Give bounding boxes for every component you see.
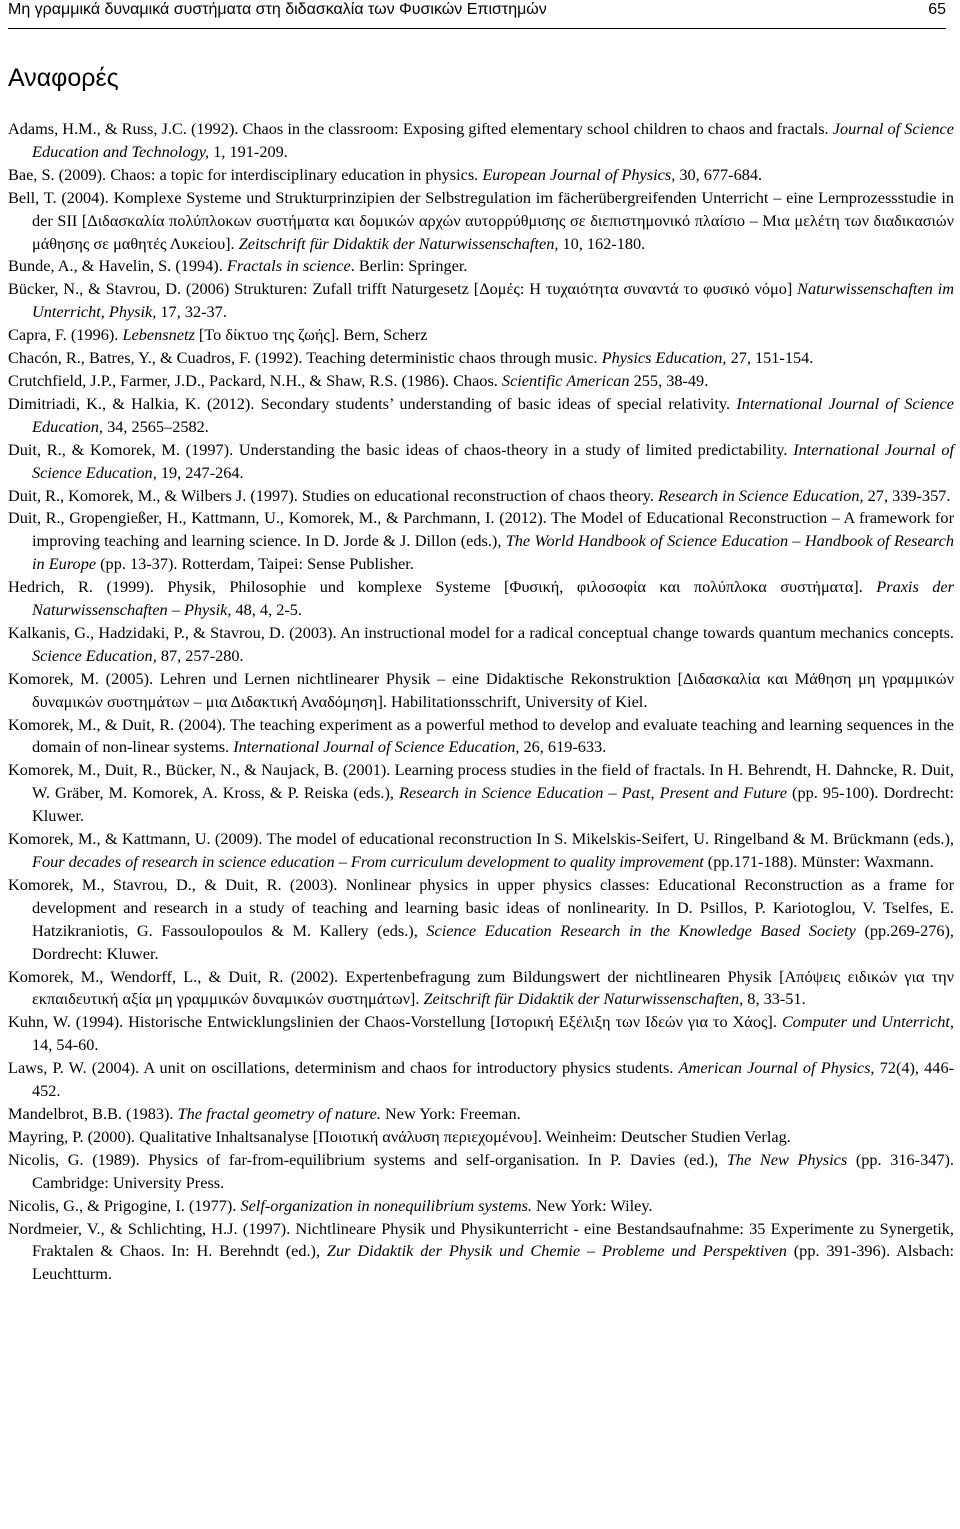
reference-entry bbox=[8, 576, 954, 622]
reference-entry bbox=[8, 393, 954, 439]
reference-entry bbox=[8, 1149, 954, 1195]
reference-text: Laws, P. W. (2004). A unit on oscillations, determinism and chaos for introductory physics students. bbox=[8, 1058, 679, 1078]
reference-text: (pp. 95-100). Dordrecht: Kluwer. bbox=[32, 783, 955, 826]
reference-entry bbox=[8, 1057, 954, 1103]
reference-source-title: Zur Didaktik der Physik und Chemie – Probleme und Perspektiven bbox=[326, 1241, 787, 1261]
reference-text: (pp.269-276), Dordrecht: Kluwer. bbox=[32, 920, 954, 963]
reference-text: Capra, F. (1996). bbox=[8, 325, 123, 345]
reference-text: Hedrich, R. (1999). Physik, Philosophie und komplexe Systeme [Φυσική, φιλοσοφία και πολύπλοκα συστήματα]. bbox=[8, 577, 877, 597]
reference-text: (pp. 391-396). Alsbach: Leuchtturm. bbox=[32, 1241, 954, 1284]
reference-text: 48, 4, 2-5. bbox=[231, 600, 302, 620]
reference-text: Chacón, R., Batres, Y., & Cuadros, F. (1992). Teaching deterministic chaos through music. bbox=[8, 348, 602, 368]
reference-text: Adams, H.M., & Russ, J.C. (1992). Chaos in the classroom: Exposing gifted elementary school children to chaos and fractals. bbox=[8, 119, 833, 138]
reference-source-title: Self-organization in nonequilibrium systems. bbox=[240, 1195, 532, 1215]
reference-text: Mandelbrot, B.B. (1983). bbox=[8, 1103, 178, 1123]
reference-source-title: Computer und Unterricht, bbox=[781, 1012, 954, 1032]
reference-text: New York: Freeman. bbox=[380, 1103, 521, 1123]
reference-text: Dimitriadi, K., & Halkia, K. (2012). Secondary students’ understanding of basic ideas of special relativity. bbox=[8, 393, 737, 413]
reference-text: 27, 151-154. bbox=[726, 348, 814, 368]
running-header bbox=[8, 0, 946, 29]
reference-source-title: Scientific American bbox=[501, 370, 630, 390]
reference-text: 87, 257-280. bbox=[156, 645, 244, 665]
reference-source-title: Zeitschrift für Didaktik der Naturwissenschaften, bbox=[238, 233, 559, 253]
reference-entry bbox=[8, 485, 954, 508]
reference-entry bbox=[8, 370, 954, 393]
reference-source-title: Science Education, bbox=[32, 645, 157, 665]
reference-source-title: The New Physics bbox=[726, 1149, 848, 1169]
reference-text: (pp. 316-347). Cambridge: University Press. bbox=[32, 1149, 954, 1192]
reference-entry bbox=[8, 255, 954, 278]
reference-text: 26, 619-633. bbox=[519, 737, 607, 757]
reference-text: Komorek, M., Stavrou, D., & Duit, R. (2003). Nonlinear physics in upper physics classes: Educational Reconstruction as a frame for development and research in a study of teaching and learning basic ideas of nonlinearity. In D. Psillos, P. Kariotoglou, V. Tselfes, E. Hatzikraniotis, G. Fassoulopoulos & M. Kallery (eds.), bbox=[8, 874, 954, 940]
reference-entry bbox=[8, 759, 954, 828]
reference-source-title: Zeitschrift für Didaktik der Naturwissenschaften, bbox=[423, 989, 744, 1009]
reference-text: Duit, R., & Komorek, M. (1997). Understanding the basic ideas of chaos-theory in a study of limited predictability. bbox=[8, 439, 794, 459]
reference-entry bbox=[8, 714, 954, 760]
reference-text: Mayring, P. (2000). Qualitative Inhaltsanalyse [Ποιοτική ανάλυση περιεχομένου]. Weinheim: Deutscher Studien Verlag. bbox=[8, 1126, 791, 1146]
reference-entry bbox=[8, 118, 954, 164]
reference-entry bbox=[8, 622, 954, 668]
page-number: 65 bbox=[928, 1, 946, 18]
reference-text: Bell, T. (2004). Komplexe Systeme und Strukturprinzipien der Selbstregulation im fächerübergreifenden Unterricht – eine Lernprozessstudie in der SII [Διδασκαλία πολύπλοκων συστήματα και δομικών αρχών αυτορρύθμισης σε διεπιστημονικό πλαίσιο – Μια μελέτη των διαδικασιών μάθησης σε μαθητές Λυκείου]. bbox=[8, 187, 954, 253]
reference-entry bbox=[8, 966, 954, 1012]
reference-source-title: Journal of Science Education and Technology, bbox=[32, 119, 954, 161]
reference-text: Duit, R., Gropengießer, H., Kattmann, U., Komorek, M., & Parchmann, I. (2012). The Model of Educational Reconstruction – A framework for improving teaching and learning science. In D. Jorde & J. Dillon (eds.), bbox=[8, 508, 954, 551]
reference-entry bbox=[8, 874, 954, 966]
reference-text: 19, 247-264. bbox=[156, 462, 244, 482]
reference-source-title: Naturwissenschaften im Unterricht, Physik, bbox=[32, 279, 954, 322]
reference-text: [Το δίκτυο της ζωής]. Bern, Scherz bbox=[194, 325, 428, 345]
reference-text: Komorek, M., & Kattmann, U. (2009). The model of educational reconstruction In S. Mikelskis-Seifert, U. Ringelband & M. Brückmann (eds.), bbox=[8, 829, 954, 849]
reference-entry bbox=[8, 1195, 954, 1218]
reference-text: Bae, S. (2009). Chaos: a topic for interdisciplinary education in physics. bbox=[8, 164, 483, 184]
reference-entry bbox=[8, 1103, 954, 1126]
reference-text: 255, 38-49. bbox=[629, 370, 709, 390]
reference-text: (pp. 13-37). Rotterdam, Taipei: Sense Publisher. bbox=[96, 554, 414, 574]
reference-entry bbox=[8, 187, 954, 256]
reference-text: Komorek, M., Duit, R., Bücker, N., & Naujack, B. (2001). Learning process studies in the field of fractals. In H. Behrendt, H. Dahncke, R. Duit, W. Gräber, M. Komorek, A. Kross, & P. Reiska (eds.), bbox=[8, 760, 954, 803]
reference-entry bbox=[8, 439, 954, 485]
section-heading: Αναφορές bbox=[8, 64, 119, 92]
reference-source-title: International Journal of Science Education, bbox=[32, 393, 954, 436]
reference-text: Kuhn, W. (1994). Historische Entwicklungslinien der Chaos-Vorstellung [Ιστορική Εξέλιξη των Ιδεών για το Χάος]. bbox=[8, 1012, 782, 1032]
reference-text: (pp.171-188). Münster: Waxmann. bbox=[703, 852, 934, 871]
reference-text: 30, 677-684. bbox=[675, 164, 763, 184]
reference-entry bbox=[8, 324, 954, 347]
reference-text: Komorek, M., & Duit, R. (2004). The teaching experiment as a powerful method to develop and evaluate teaching and learning sequences in the domain of non-linear systems. bbox=[8, 714, 954, 757]
reference-entry bbox=[8, 1218, 954, 1287]
reference-source-title: European Journal of Physics, bbox=[482, 164, 676, 184]
reference-text: 34, 2565–2582. bbox=[103, 416, 209, 436]
reference-text: Komorek, M., Wendorff, L., & Duit, R. (2002). Expertenbefragung zum Bildungswert der nichtlinearen Physik [Απόψεις ειδικών για την εκπαιδευτική αξία μη γραμμικών δυναμικών συστημάτων]. bbox=[8, 966, 954, 1009]
reference-text: 27, 339-357. bbox=[863, 485, 951, 505]
reference-source-title: Fractals in science bbox=[226, 256, 351, 276]
reference-text: Nicolis, G., & Prigogine, I. (1977). bbox=[8, 1195, 241, 1215]
reference-source-title: Lebensnetz bbox=[122, 325, 195, 345]
reference-entry bbox=[8, 278, 954, 324]
reference-entry bbox=[8, 1126, 954, 1149]
reference-text: 14, 54-60. bbox=[32, 1035, 99, 1055]
reference-text: 1, 191-209. bbox=[209, 141, 288, 161]
reference-source-title: Physics Education, bbox=[601, 348, 727, 368]
reference-entry bbox=[8, 1011, 954, 1057]
reference-text: Crutchfield, J.P., Farmer, J.D., Packard, N.H., & Shaw, R.S. (1986). Chaos. bbox=[8, 370, 502, 390]
reference-text: 17, 32-37. bbox=[156, 302, 227, 322]
reference-list bbox=[8, 118, 954, 1286]
reference-source-title: Science Education Research in the Knowledge Based Society bbox=[426, 920, 856, 940]
reference-entry bbox=[8, 347, 954, 370]
reference-entry bbox=[8, 668, 954, 714]
reference-entry bbox=[8, 507, 954, 576]
reference-text: 72(4), 446-452. bbox=[32, 1058, 955, 1101]
reference-source-title: The fractal geometry of nature. bbox=[177, 1103, 381, 1123]
reference-text: New York: Wiley. bbox=[531, 1195, 653, 1215]
reference-source-title: American Journal of Physics, bbox=[678, 1058, 875, 1078]
reference-text: Nicolis, G. (1989). Physics of far-from-equilibrium systems and self-organisation. In P. Davies (ed.), bbox=[8, 1149, 727, 1169]
reference-source-title: International Journal of Science Education, bbox=[32, 439, 955, 482]
reference-text: Duit, R., Komorek, M., & Wilbers J. (1997). Studies on educational reconstruction of chaos theory. bbox=[8, 485, 659, 505]
running-header-title: Μη γραμμικά δυναμικά συστήματα στη διδασκαλία των Φυσικών Επιστημών bbox=[8, 1, 547, 18]
reference-text: Nordmeier, V., & Schlichting, H.J. (1997). Nichtlineare Physik und Physikunterricht - eine Bestandsaufnahme: 35 Experimente zu Synergetik, Fraktalen & Chaos. In: H. Berehndt (ed.), bbox=[8, 1218, 954, 1261]
reference-text: . Berlin: Springer. bbox=[350, 256, 468, 276]
reference-text: Bunde, A., & Havelin, S. (1994). bbox=[8, 256, 227, 276]
reference-entry bbox=[8, 164, 954, 187]
reference-source-title: Research in Science Education – Past, Present and Future bbox=[399, 783, 787, 803]
reference-text: 10, 162-180. bbox=[558, 233, 646, 253]
reference-source-title: International Journal of Science Education, bbox=[233, 737, 520, 757]
reference-source-title: Four decades of research in science education – From curriculum development to quality improvement bbox=[32, 852, 704, 871]
reference-source-title: Praxis der Naturwissenschaften – Physik, bbox=[32, 577, 954, 620]
reference-entry bbox=[8, 828, 954, 874]
reference-source-title: The World Handbook of Science Education – Handbook of Research in Europe bbox=[32, 531, 954, 574]
reference-text: Komorek, M. (2005). Lehren und Lernen nichtlinearer Physik – eine Didaktische Rekonstruktion [Διδασκαλία και Μάθηση μη γραμμικών δυναμικών συστημάτων – μια Διδακτική Αναδόμηση]. Habilitationsschrift, University of Kiel. bbox=[8, 668, 954, 711]
reference-source-title: Research in Science Education, bbox=[658, 485, 864, 505]
reference-text: 8, 33-51. bbox=[743, 989, 806, 1009]
reference-text: Bücker, N., & Stavrou, D. (2006) Strukturen: Zufall trifft Naturgesetz [Δομές: Η τυχαιότητα συναντά το φυσικό νόμο] bbox=[8, 279, 798, 299]
reference-text: Kalkanis, G., Hadzidaki, P., & Stavrou, D. (2003). An instructional model for a radical conceptual change towards quantum mechanics concepts. bbox=[8, 622, 954, 642]
